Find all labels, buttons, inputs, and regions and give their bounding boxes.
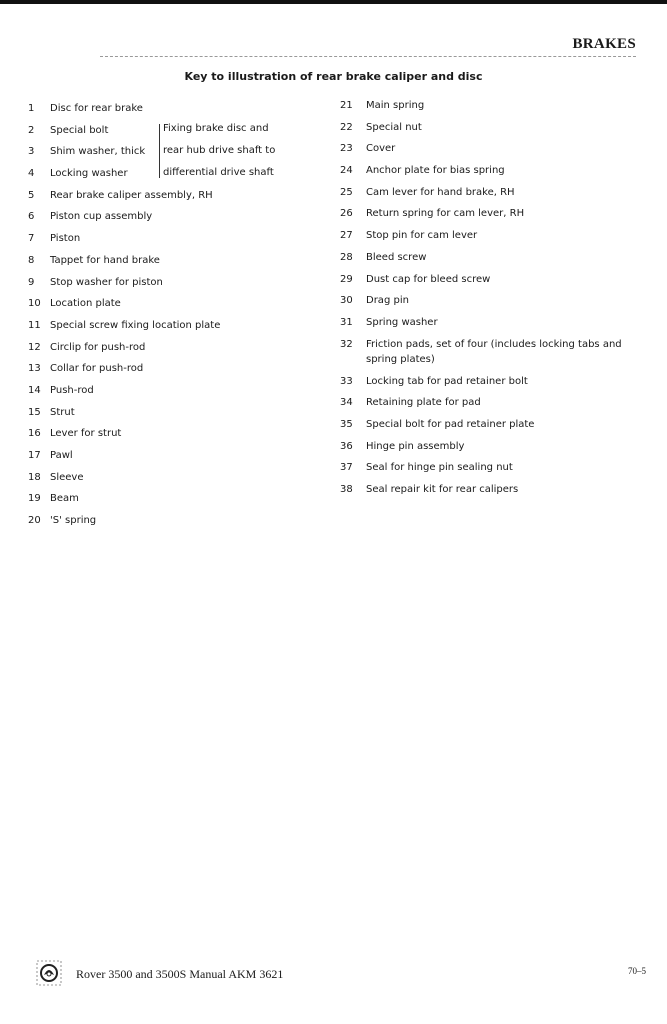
item-text: Push-rod (50, 384, 94, 396)
item-text: Shim washer, thick (50, 146, 146, 158)
list-item (340, 315, 645, 337)
item-number: 11 (28, 319, 41, 331)
list-item (340, 228, 645, 250)
list-item (28, 318, 328, 340)
item-text: Drag pin (366, 295, 409, 307)
list-item (340, 272, 645, 294)
rover-viking-logo-icon (36, 960, 62, 986)
item-number: 7 (28, 233, 35, 245)
page-footer (36, 960, 646, 990)
list-item (340, 460, 645, 482)
item-number: 23 (340, 143, 353, 155)
item-number: 9 (28, 276, 35, 288)
list-item (28, 275, 328, 297)
list-item (340, 293, 645, 315)
list-item (340, 395, 645, 417)
item-number: 19 (28, 493, 41, 505)
item-number: 2 (28, 124, 35, 136)
item-number: 26 (340, 208, 353, 220)
list-item (28, 296, 328, 318)
item-text: Anchor plate for bias spring (366, 165, 505, 177)
item-number: 12 (28, 341, 41, 353)
list-item (340, 250, 645, 272)
list-item (340, 98, 645, 120)
item-number: 28 (340, 251, 353, 263)
item-text: Friction pads, set of four (includes locking tabs and spring plates) (366, 338, 622, 365)
item-number: 29 (340, 273, 353, 285)
item-text: Locking washer (50, 168, 128, 180)
list-item (340, 374, 645, 396)
item-text: Beam (50, 493, 79, 505)
item-number: 4 (28, 168, 35, 180)
item-text: Stop pin for cam lever (366, 230, 478, 242)
item-text: Special screw fixing location plate (50, 319, 221, 331)
list-item (28, 383, 328, 405)
list-item (340, 439, 645, 461)
parts-list-right (340, 98, 645, 504)
item-text: Spring washer (366, 316, 438, 328)
item-text: Retaining plate for pad (366, 397, 481, 409)
item-text: Lever for strut (50, 428, 122, 440)
list-item (28, 426, 328, 448)
section-title: BRAKES (572, 36, 636, 52)
item-text: Sleeve (50, 471, 84, 483)
item-text: Circlip for push-rod (50, 341, 146, 353)
item-text: Stop washer for piston (50, 276, 163, 288)
item-number: 17 (28, 450, 41, 461)
item-text: Collar for push-rod (50, 363, 144, 375)
item-text: Location plate (50, 298, 121, 310)
item-number: 24 (340, 165, 353, 177)
item-text: Dust cap for bleed screw (366, 273, 491, 285)
list-item (340, 185, 645, 207)
item-number: 15 (28, 406, 41, 418)
item-number: 14 (28, 384, 41, 396)
manual-title: Rover 3500 and 3500S Manual AKM 3621 (76, 967, 284, 981)
list-item (340, 141, 645, 163)
item-number: 8 (28, 254, 35, 266)
item-text: Cover (366, 143, 396, 155)
list-item (340, 206, 645, 228)
item-number: 6 (28, 211, 35, 223)
item-number: 21 (340, 100, 353, 111)
item-text: Main spring (366, 100, 425, 111)
item-number: 16 (28, 428, 41, 440)
item-text: Pawl (50, 450, 73, 461)
item-number: 36 (340, 440, 353, 452)
list-item (28, 448, 328, 470)
item-number: 32 (340, 338, 353, 350)
item-number: 20 (28, 515, 41, 527)
list-item (28, 209, 328, 231)
list-item (28, 340, 328, 362)
item-number: 10 (28, 298, 41, 310)
list-item (340, 482, 645, 504)
item-text: Locking tab for pad retainer bolt (366, 375, 528, 387)
item-text: Bleed screw (366, 251, 427, 263)
item-number: 38 (340, 484, 353, 495)
item-text: Rear brake caliper assembly, RH (50, 189, 213, 201)
item-number: 33 (340, 375, 353, 387)
item-text: Cam lever for hand brake, RH (366, 186, 515, 198)
header-rule (100, 56, 636, 57)
item-number: 1 (28, 103, 35, 114)
item-number: 35 (340, 418, 353, 430)
list-item (340, 417, 645, 439)
top-border-line (0, 0, 667, 4)
item-text: Seal repair kit for rear calipers (366, 484, 519, 495)
list-item (28, 231, 328, 253)
item-text: Return spring for cam lever, RH (366, 208, 525, 220)
item-number: 18 (28, 471, 41, 483)
bracket-note-line-3: differential drive shaft (163, 167, 274, 178)
item-text: Piston cup assembly (50, 211, 153, 223)
item-number: 30 (340, 295, 353, 307)
bracket-note-line-2: rear hub drive shaft to (163, 145, 276, 156)
item-text: 'S' spring (50, 515, 97, 527)
item-number: 31 (340, 316, 353, 328)
bracket-note-line-1: Fixing brake disc and (163, 123, 269, 134)
item-text: Special bolt for pad retainer plate (366, 418, 535, 430)
list-item (28, 405, 328, 427)
page-number: 70–5 (628, 966, 646, 976)
item-number: 37 (340, 462, 353, 474)
item-text: Special nut (366, 121, 422, 133)
item-number: 25 (340, 186, 353, 198)
list-item (28, 491, 328, 513)
list-item (340, 120, 645, 142)
item-text: Strut (50, 406, 75, 418)
item-text: Hinge pin assembly (366, 440, 465, 452)
item-text: Special bolt (50, 124, 109, 136)
list-item (28, 513, 328, 535)
item-number: 34 (340, 397, 353, 409)
item-text: Disc for rear brake (50, 103, 143, 114)
list-item (340, 337, 645, 374)
item-number: 5 (28, 189, 35, 201)
item-number: 22 (340, 121, 353, 133)
item-text: Tappet for hand brake (50, 254, 160, 266)
brace-icon (153, 124, 160, 178)
list-item (28, 253, 328, 275)
list-item (28, 188, 328, 210)
item-text: Piston (50, 233, 81, 245)
item-text: Seal for hinge pin sealing nut (366, 462, 513, 474)
list-item (340, 163, 645, 185)
item-number: 13 (28, 363, 41, 375)
list-item (28, 101, 328, 123)
list-item (28, 361, 328, 383)
item-number: 3 (28, 146, 35, 158)
key-title: Key to illustration of rear brake caliper and disc (184, 70, 483, 83)
list-item (28, 470, 328, 492)
bracket-note (153, 121, 293, 183)
item-number: 27 (340, 230, 353, 242)
